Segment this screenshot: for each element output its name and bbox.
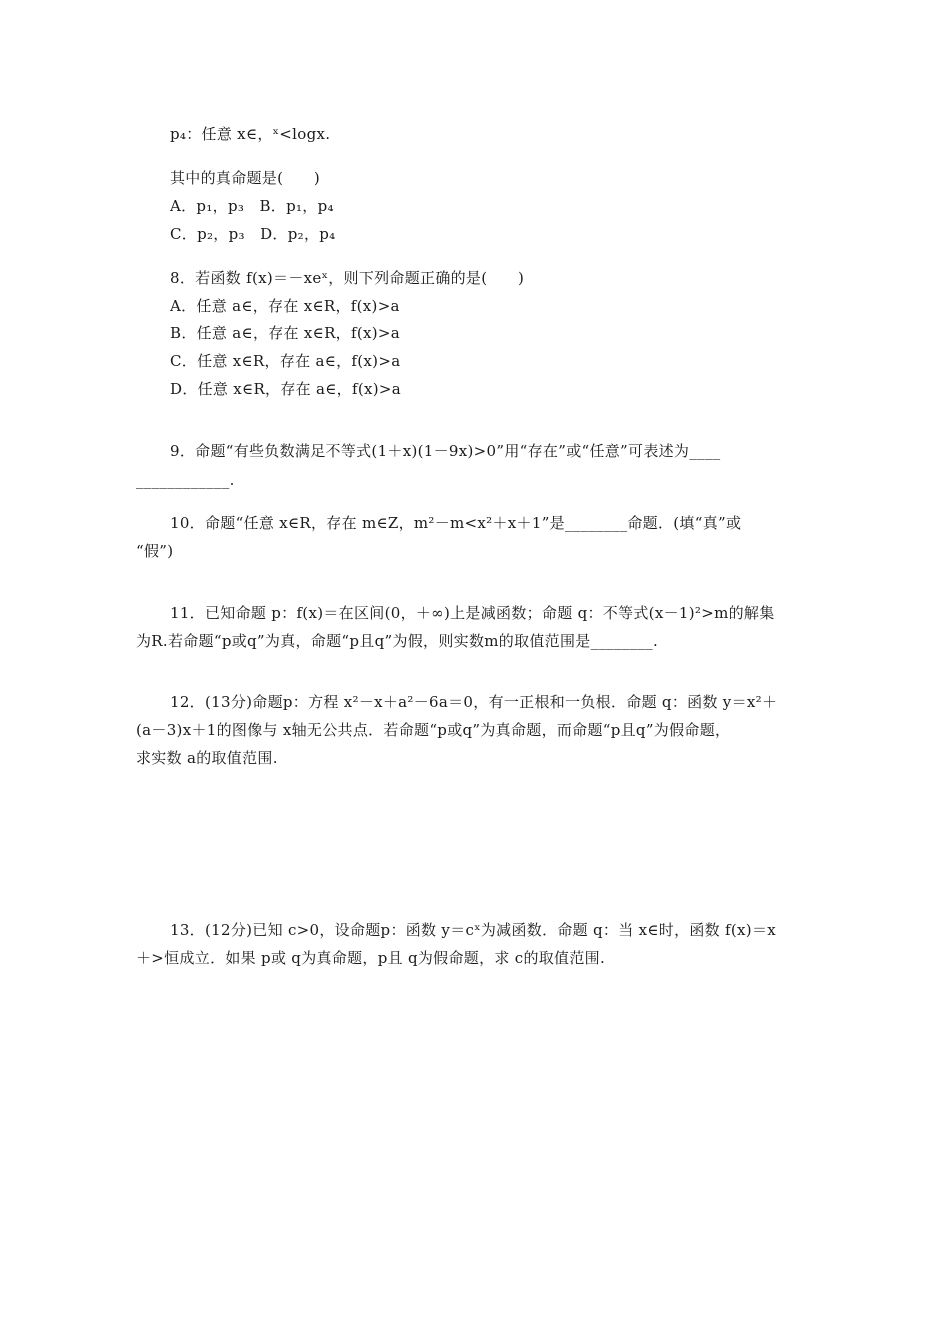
q12-line: 12．(13分)命题p：方程 x²－x＋a²－6a＝0，有一正根和一负根．命题 q：函数 y＝x²＋ xyxy=(170,693,778,711)
q12-line: 求实数 a的取值范围. xyxy=(136,749,278,767)
q8-option-d: D．任意 x∈R，存在 a∈，f(x)>a xyxy=(170,380,401,398)
q7-stem: 其中的真命题是( ) xyxy=(170,169,321,187)
q7-option-ab: A．p₁，p₃ B．p₁，p₄ xyxy=(170,197,334,215)
q10-line: “假”) xyxy=(136,542,174,560)
q11-line: 为R.若命题“p或q”为真，命题“p且q”为假，则实数m的取值范围是________. xyxy=(136,632,659,650)
q9-line: ____________. xyxy=(136,471,235,489)
q8-stem: 8．若函数 f(x)＝－xeˣ，则下列命题正确的是( ) xyxy=(170,269,525,287)
q12-line: (a－3)x＋1的图像与 x轴无公共点．若命题“p或q”为真命题，而命题“p且q”为假命题， xyxy=(136,721,731,739)
q7-option-cd: C．p₂，p₃ D．p₂，p₄ xyxy=(170,225,336,243)
p4-proposition: p₄：任意 x∈，ˣ<logx. xyxy=(170,125,331,143)
q8-option-b: B．任意 a∈，存在 x∈R，f(x)>a xyxy=(170,324,400,342)
q11-line: 11．已知命题 p：f(x)＝在区间(0，＋∞)上是减函数；命题 q：不等式(x－1)²>m的解集 xyxy=(170,604,775,622)
q13-line: ＋>恒成立．如果 p或 q为真命题，p且 q为假命题，求 c的取值范围. xyxy=(136,949,606,967)
q10-line: 10．命题“任意 x∈R，存在 m∈Z，m²－m<x²＋x＋1”是________命题．(填“真”或 xyxy=(170,514,742,532)
q8-option-a: A．任意 a∈，存在 x∈R，f(x)>a xyxy=(170,297,400,315)
q13-line: 13．(12分)已知 c>0，设命题p：函数 y＝cˣ为减函数．命题 q：当 x∈时，函数 f(x)＝x xyxy=(170,921,777,939)
q9-line: 9．命题“有些负数满足不等式(1＋x)(1－9x)>0”用“存在”或“任意”可表述为____ xyxy=(170,442,721,460)
q8-option-c: C．任意 x∈R，存在 a∈，f(x)>a xyxy=(170,352,401,370)
